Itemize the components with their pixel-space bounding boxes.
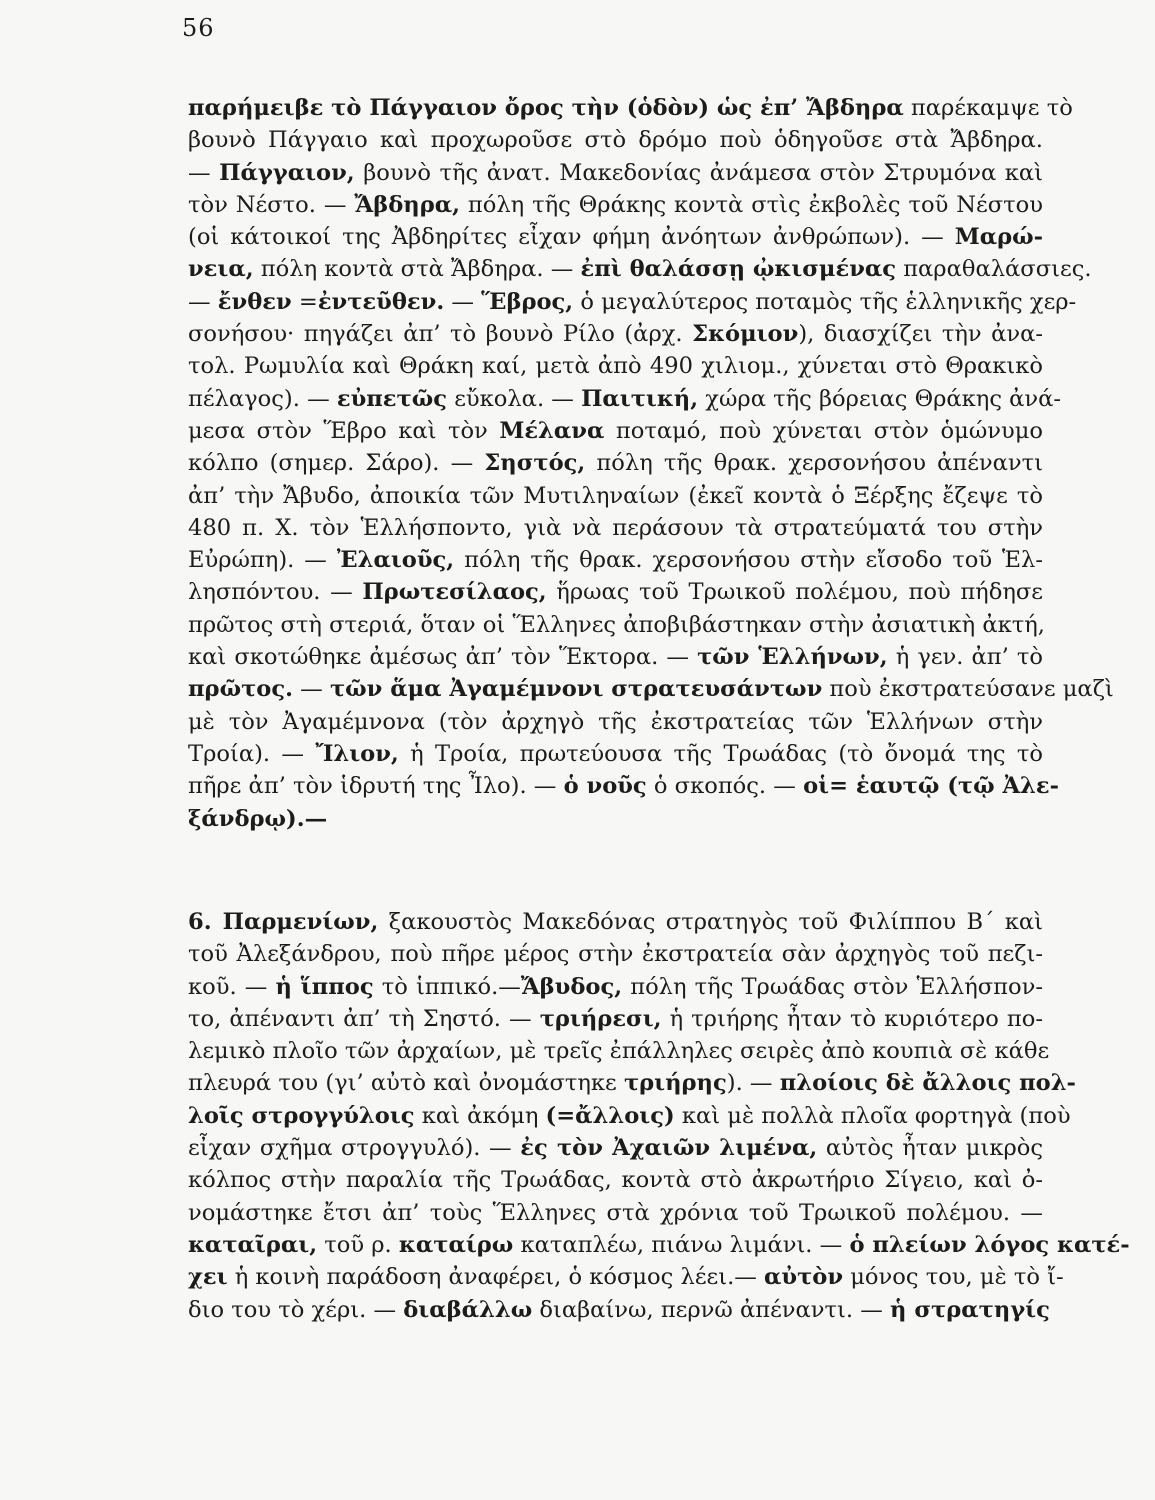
- text-line: [188, 576, 1043, 608]
- text-line: [188, 641, 1043, 673]
- text-run: σονήσου· πηγάζει ἀπ’ τὸ βουνὸ Ρίλο (ἀρχ.: [188, 321, 693, 348]
- text-run: μόνος του, μὲ τὸ ἴ-: [843, 1264, 1064, 1291]
- text-line: [188, 1294, 1050, 1326]
- text-run: ποταμό, ποὺ χύνεται στὸν ὁμώνυμο: [604, 417, 1044, 444]
- text-run: βουνὸ τῆς ἀνατ. Μακεδονίας ἀνάμεσα στὸν Στρυμόνα καὶ: [354, 159, 1043, 186]
- text-line: [188, 673, 1114, 705]
- text-run: τολ. Ρωμυλία καὶ Θράκη καί, μετὰ ἀπὸ 490 χιλιομ., χύνεται στὸ Θρακικὸ: [188, 353, 1043, 380]
- text-run: διο του τὸ χέρι. —: [188, 1296, 404, 1323]
- bold-term: διαβάλλω: [403, 1296, 533, 1323]
- text-run: πόλη τῆς θρακ. χερσονήσου ἀπέναντι: [585, 450, 1043, 477]
- text-run: —: [188, 159, 220, 186]
- text-line: [188, 1067, 1076, 1099]
- bold-term: παρήμειβε τὸ Πάγγαιον ὄρος τὴν (ὁδὸν) ὡς ἐπ’ Ἄβδηρα: [188, 95, 904, 121]
- text-line: [188, 1003, 1043, 1035]
- bold-term: Ἴλιον,: [315, 740, 399, 767]
- bold-term: Ἄβυδος,: [520, 973, 623, 1000]
- text-run: βουνὸ Πάγγαιο καὶ προχωροῦσε στὸ δρόμο ποὺ ὁδηγοῦσε στὰ Ἄβδηρα.: [188, 127, 1043, 154]
- text-line: [188, 544, 1043, 576]
- bold-term: πλοίοις δὲ ἄλλοις πολ-: [779, 1070, 1076, 1097]
- text-run: τὸ ἱππικό.—: [373, 973, 521, 1000]
- bold-term: πρῶτος.: [188, 676, 293, 703]
- text-run: εὔκολα. —: [447, 385, 582, 412]
- text-run: πόλη τῆς Θράκης κοντὰ στὶς ἐκβολὲς τοῦ Νέστου: [459, 191, 1043, 218]
- text-run: μὲ τὸν Ἀγαμέμνονα (τὸν ἀρχηγὸ τῆς ἐκστρατείας τῶν Ἑλλήνων στὴν: [188, 708, 1043, 735]
- text-run: τοῦ Ἀλεξάνδρου, ποὺ πῆρε μέρος στὴν ἐκστρατεία σὰν ἀρχηγὸς τοῦ πεζι-: [188, 941, 1043, 968]
- text-run: πόλη τῆς Τρωάδας στὸν Ἑλλήσπον-: [622, 973, 1043, 1000]
- text-run: ἡ γεν. ἀπ’ τὸ: [887, 644, 1044, 671]
- text-run: —: [188, 288, 218, 315]
- bold-term: 6. Παρμενίων,: [188, 909, 379, 935]
- text-line: [188, 157, 1043, 189]
- text-line: [188, 221, 1043, 253]
- text-line: [188, 803, 1043, 835]
- text-run: λεμικὸ πλοῖο τῶν ἀρχαίων, μὲ τρεῖς ἐπάλληλες σειρὲς ἀπὸ κουπιὰ σὲ κάθε: [188, 1038, 1050, 1065]
- text-run: μεσα στὸν Ἕβρο καὶ τὸν: [188, 417, 500, 444]
- text-run: πλευρά του (γι’ αὐτὸ καὶ ὀνομάστηκε: [188, 1070, 624, 1097]
- text-run: ἡ τριήρης ἦταν τὸ κυριότερο πο-: [661, 1005, 1043, 1032]
- text-run: ἡ κοινὴ παράδοση ἀναφέρει, ὁ κόσμος λέει.—: [227, 1264, 765, 1291]
- text-run: νομάστηκε ἔτσι ἀπ’ τοὺς Ἕλληνες στὰ χρόνια τοῦ Τρωικοῦ πολέμου. —: [188, 1199, 1043, 1226]
- text-line: [188, 512, 1043, 544]
- text-line: [188, 92, 1073, 124]
- text-line: [188, 906, 1043, 938]
- text-line: [188, 706, 1043, 738]
- text-run: ). —: [726, 1070, 780, 1097]
- text-run: —: [292, 676, 330, 703]
- bold-term: καταίρω: [398, 1231, 514, 1258]
- bold-term: ἡ στρατηγίς: [890, 1296, 1050, 1323]
- text-run: ἀπ’ τὴν Ἄβυδο, ἀποικία τῶν Μυτιληναίων (ἐκεῖ κοντὰ ὁ Ξέρξης ἔζεψε τὸ: [188, 482, 1043, 509]
- text-run: καὶ ἀκόμη: [414, 1102, 546, 1129]
- bold-term: Πρωτεσίλαος,: [362, 579, 547, 606]
- bold-term: ἐντεῦθεν.: [317, 288, 445, 315]
- bold-term: Ἐλαιοῦς,: [336, 547, 455, 574]
- text-line: [188, 189, 1043, 221]
- bold-term: τῶν ἅμα Ἀγαμέμνονι στρατευσάντων: [329, 676, 823, 703]
- text-run: καὶ μὲ πολλὰ πλοῖα φορτηγὰ (ποὺ: [674, 1102, 1071, 1129]
- text-run: 480 π. Χ. τὸν Ἑλλήσποντο, γιὰ νὰ περάσουν τὰ στρατεύματά του στὴν: [188, 514, 1043, 541]
- bold-term: (=ἄλλοις): [545, 1102, 675, 1129]
- text-run: ἡ Τροία, πρωτεύουσα τῆς Τρωάδας (τὸ ὄνομά της τὸ: [398, 740, 1043, 767]
- text-line: [188, 415, 1043, 447]
- text-run: χώρα τῆς βόρειας Θράκης ἀνά-: [698, 385, 1062, 412]
- text-run: ὁ σκοπός. —: [646, 773, 804, 800]
- bold-term: αὐτὸν: [764, 1264, 844, 1291]
- text-line: [188, 383, 1062, 415]
- text-run: παρέκαμψε τὸ: [903, 95, 1073, 121]
- bold-term: ξάνδρῳ).—: [188, 805, 328, 832]
- text-run: —: [444, 288, 482, 315]
- text-line: [188, 447, 1043, 479]
- bold-term: ἐπὶ θαλάσσῃ ᾠκισμένας: [580, 256, 897, 283]
- bold-term: τῶν Ἑλλήνων,: [697, 644, 888, 671]
- bold-term: ἐς τὸν Ἀχαιῶν λιμένα,: [520, 1135, 818, 1162]
- text-run: καταπλέω, πιάνω λιμάνι. —: [513, 1231, 850, 1258]
- text-line: [188, 124, 1043, 156]
- bold-term: Πάγγαιον,: [219, 159, 355, 186]
- text-run: κόλπος στὴν παραλία τῆς Τρωάδας, κοντὰ στὸ ἀκρωτήριο Σίγειο, καὶ ὀ-: [188, 1167, 1043, 1194]
- text-line: [188, 609, 1043, 641]
- text-line: [188, 1197, 1043, 1229]
- paragraph-glossary-6: [188, 906, 1130, 1326]
- bold-term: εὐπετῶς: [336, 385, 448, 412]
- text-run: πόλη τῆς θρακ. χερσονήσου στὴν εἴσοδο τοῦ Ἑλ-: [454, 547, 1044, 574]
- paragraph-glossary-5: [188, 92, 1114, 835]
- bold-term: Ἄβδηρα,: [354, 191, 460, 218]
- text-run: παραθαλάσσιες.: [896, 256, 1092, 283]
- text-line: [188, 253, 1092, 285]
- text-run: λησπόντου. —: [188, 579, 363, 606]
- text-run: κοῦ. —: [188, 973, 276, 1000]
- text-run: διαβαίνω, περνῶ ἀπέναντι. —: [532, 1296, 891, 1323]
- bold-term: τριήρης: [623, 1070, 727, 1097]
- text-run: πέλαγος). —: [188, 385, 337, 412]
- text-line: [188, 971, 1043, 1003]
- bold-term: Ἕβρος,: [481, 288, 574, 315]
- bold-term: ὁ νοῦς: [563, 773, 647, 800]
- bold-term: καταῖραι,: [188, 1231, 318, 1258]
- text-run: =: [291, 288, 318, 315]
- text-run: τοῦ ρ.: [317, 1231, 399, 1258]
- bold-term: ὁ πλείων λόγος κατέ-: [849, 1231, 1130, 1258]
- text-run: πῆρε ἀπ’ τὸν ἱδρυτή της Ἶλο). —: [188, 773, 564, 800]
- bold-term: λοῖς στρογγύλοις: [188, 1102, 415, 1129]
- text-run: ), διασχίζει τὴν ἀνα-: [798, 321, 1043, 348]
- text-line: [188, 1100, 1071, 1132]
- text-run: το, ἀπέναντι ἀπ’ τὴ Σηστό. —: [188, 1005, 540, 1032]
- text-line: [188, 1164, 1043, 1196]
- text-run: ὁ μεγαλύτερος ποταμὸς τῆς ἑλληνικῆς χερ-: [573, 288, 1077, 315]
- bold-term: ἔνθεν: [217, 288, 292, 315]
- text-run: εἶχαν σχῆμα στρογγυλό). —: [188, 1135, 521, 1162]
- text-run: ἥρωας τοῦ Τρωικοῦ πολέμου, ποὺ πήδησε: [546, 579, 1043, 606]
- text-run: Εὐρώπη). —: [188, 547, 337, 574]
- text-run: ξακουστὸς Μακεδόνας στρατηγὸς τοῦ Φιλίππου Β΄ καὶ: [378, 909, 1043, 935]
- text-run: κόλπο (σημερ. Σάρο). —: [188, 450, 485, 477]
- text-run: τὸν Νέστο. —: [188, 191, 355, 218]
- bold-term: τριήρεσι,: [539, 1005, 662, 1032]
- text-line: [188, 738, 1043, 770]
- bold-term: χει: [188, 1264, 228, 1291]
- text-run: ποὺ ἐκστρατεύσανε μαζὶ: [822, 676, 1114, 703]
- text-run: καὶ σκοτώθηκε ἀμέσως ἀπ’ τὸν Ἕκτορα. —: [188, 644, 698, 671]
- text-line: [188, 318, 1043, 350]
- bold-term: οἱ= ἑαυτῷ (τῷ Ἀλε-: [803, 773, 1059, 800]
- text-run: Τροία). —: [188, 740, 316, 767]
- text-line: [188, 480, 1043, 512]
- text-run: πόλη κοντὰ στὰ Ἄβδηρα. —: [253, 256, 581, 283]
- text-run: (οἱ κάτοικοί της Ἀβδηρίτες εἶχαν φήμη ἀνόητων ἀνθρώπων). —: [188, 224, 955, 251]
- bold-term: ἡ ἵππος: [275, 973, 374, 1000]
- text-line: [188, 286, 1077, 318]
- text-line: [188, 1132, 1043, 1164]
- bold-term: Μαρώ-: [954, 224, 1043, 251]
- page-number: 56: [182, 14, 215, 42]
- bold-term: Σηστός,: [484, 450, 586, 477]
- text-line: [188, 770, 1059, 802]
- text-line: [188, 1261, 1064, 1293]
- text-run: αὐτὸς ἦταν μικρὸς: [817, 1135, 1043, 1162]
- text-line: [188, 1035, 1050, 1067]
- text-line: [188, 350, 1043, 382]
- text-run: πρῶτος στὴ στεριά, ὅταν οἱ Ἕλληνες ἀποβιβάστηκαν στὴν ἀσιατικὴ ἀκτή,: [188, 611, 1045, 638]
- text-line: [188, 938, 1043, 970]
- bold-term: Σκόμιον: [692, 321, 799, 348]
- text-line: [188, 1229, 1130, 1261]
- bold-term: νεια,: [188, 256, 254, 283]
- bold-term: Μέλανα: [499, 417, 605, 444]
- bold-term: Παιτική,: [581, 385, 699, 412]
